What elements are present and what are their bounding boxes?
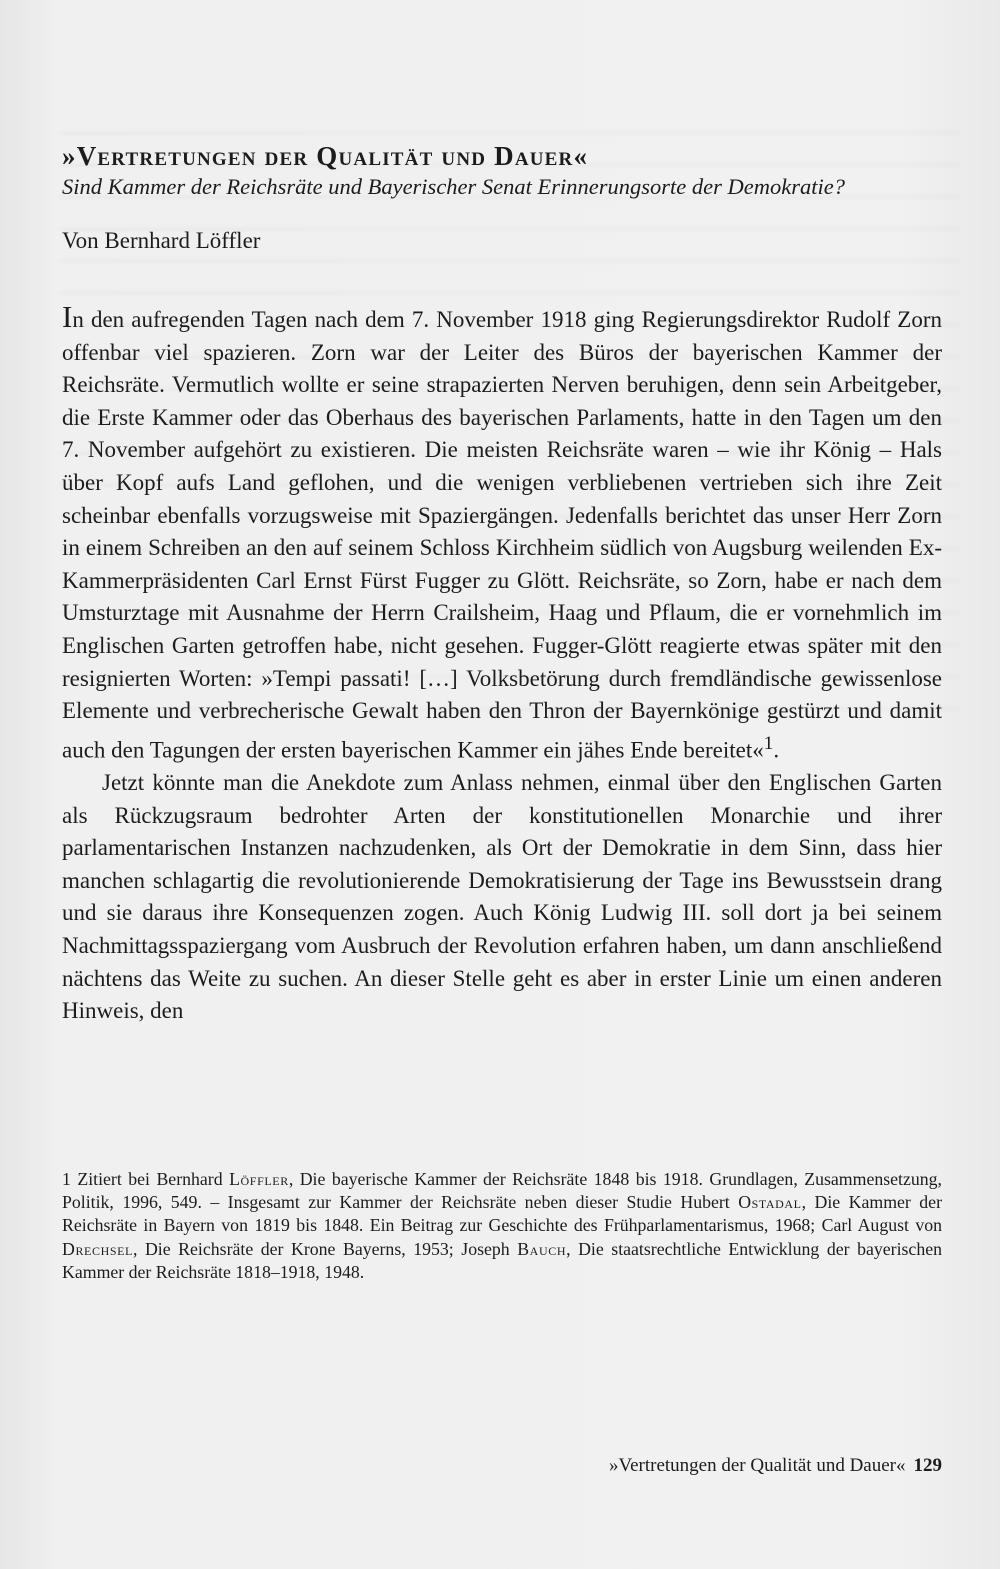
footnote-text: , Die staatsrechtliche Entwicklung der bayerischen Kammer der Reichsräte 1818–1918, 1948. — [62, 1238, 942, 1282]
footnote-author-name: Ostadal — [738, 1192, 802, 1213]
article-body — [62, 299, 942, 1028]
paragraph-1-text: n den aufregenden Tagen nach dem 7. November 1918 ging Regierungsdirektor Rudolf Zorn offenbar viel spazieren. Zorn war der Leiter des Büros der bayerischen Kammer der Reichsräte. Vermutlich wollte er seine strapazierten Nerven beruhigen, denn sein Arbeitgeber, die Erste Kammer oder das Oberhaus des bayerischen Parlaments, hatte in den Tagen um den 7. November aufgehört zu existieren. Die meisten Reichsräte waren – wie ihr König – Hals über Kopf aufs Land geflohen, und die wenigen verbliebenen vertrieben sich ihre Zeit scheinbar ebenfalls vorzugsweise mit Spaziergängen. Jedenfalls berichtet das unser Herr Zorn in einem Schreiben an den auf seinem Schloss Kirchheim südlich von Augsburg weilenden Ex-Kammerpräsidenten Carl Ernst Fürst Fugger zu Glött. Reichsräte, so Zorn, habe er nach dem Umsturztage mit Ausnahme der Herrn Crailsheim, Haag und Pflaum, die er vornehmlich im Englischen Garten getroffen habe, nicht gesehen. Fugger-Glött reagierte etwas später mit den resignierten Worten: »Tempi passati! […] Volksbetörung durch fremdländische gewissenlose Elemente und verbrecherische Gewalt haben den Thron der Bayernkönige gestürzt und damit auch den Tagungen der ersten bayerischen Kammer ein jähes Ende bereitet« — [62, 307, 942, 763]
paragraph-1 — [62, 299, 942, 767]
paragraph-1-end: . — [773, 737, 780, 763]
footnote-author-name: Löffler — [229, 1169, 289, 1189]
running-footer — [609, 1453, 942, 1479]
article-author: Von Bernhard Löffler — [62, 228, 261, 253]
article-content — [62, 140, 942, 1028]
article-title: »Vertretungen der Qualität und Dauer« — [62, 141, 589, 171]
footnote-text: , Die Kammer der Reichsräte in Bayern von 1819 bis 1848. Ein Beitrag zur Geschichte des Frühparlamentarismus, 1968; Carl August von — [62, 1192, 942, 1236]
footnote-author-name: Bauch — [517, 1238, 567, 1259]
footnote-text: , Die Reichsräte der Krone Bayerns, 1953; Joseph — [132, 1238, 518, 1259]
footnote-number: 1 — [62, 1169, 71, 1189]
paragraph-2: Jetzt könnte man die Anekdote zum Anlass nehmen, einmal über den Englischen Garten als Rückzugsraum bedrohter Arten der konstitutionellen Monarchie und ihrer parlamentarischen Instanzen nachzudenken, als Ort der Demokratie in dem Sinn, dass hier manchen schlagartig die revolutionierende Demokratisierung der Tage ins Bewusstsein drang und sie daraus ihre Konsequenzen zogen. Auch König Ludwig III. soll dort ja bei seinem Nachmittagsspaziergang vom Ausbruch der Revolution erfahren haben, um dann anschließend nächtens das Weite zu suchen. An dieser Stelle geht es aber in erster Linie um einen anderen Hinweis, den — [62, 769, 942, 1024]
footnote-ref-1[interactable]: 1 — [763, 732, 774, 754]
article-subtitle: Sind Kammer der Reichsräte und Bayerischer Senat Erinnerungsorte der Demokratie? — [62, 174, 845, 199]
page-number: 129 — [913, 1455, 942, 1476]
drop-cap: I — [62, 299, 73, 334]
footnote-text: Zitiert bei Bernhard — [77, 1169, 230, 1189]
footnotes — [62, 1168, 942, 1284]
footnote-text: , Die bayerische Kammer der Reichsräte 1848 bis 1918. Grundlagen, Zusammensetzung, Politik, 1996, 549. – Insgesamt zur Kammer der Reichsräte neben dieser Studie Hubert — [62, 1169, 942, 1213]
footnote-author-name: Drechsel — [62, 1238, 133, 1259]
footnote-1 — [62, 1168, 942, 1284]
running-title: »Vertretungen der Qualität und Dauer« — [608, 1455, 906, 1476]
